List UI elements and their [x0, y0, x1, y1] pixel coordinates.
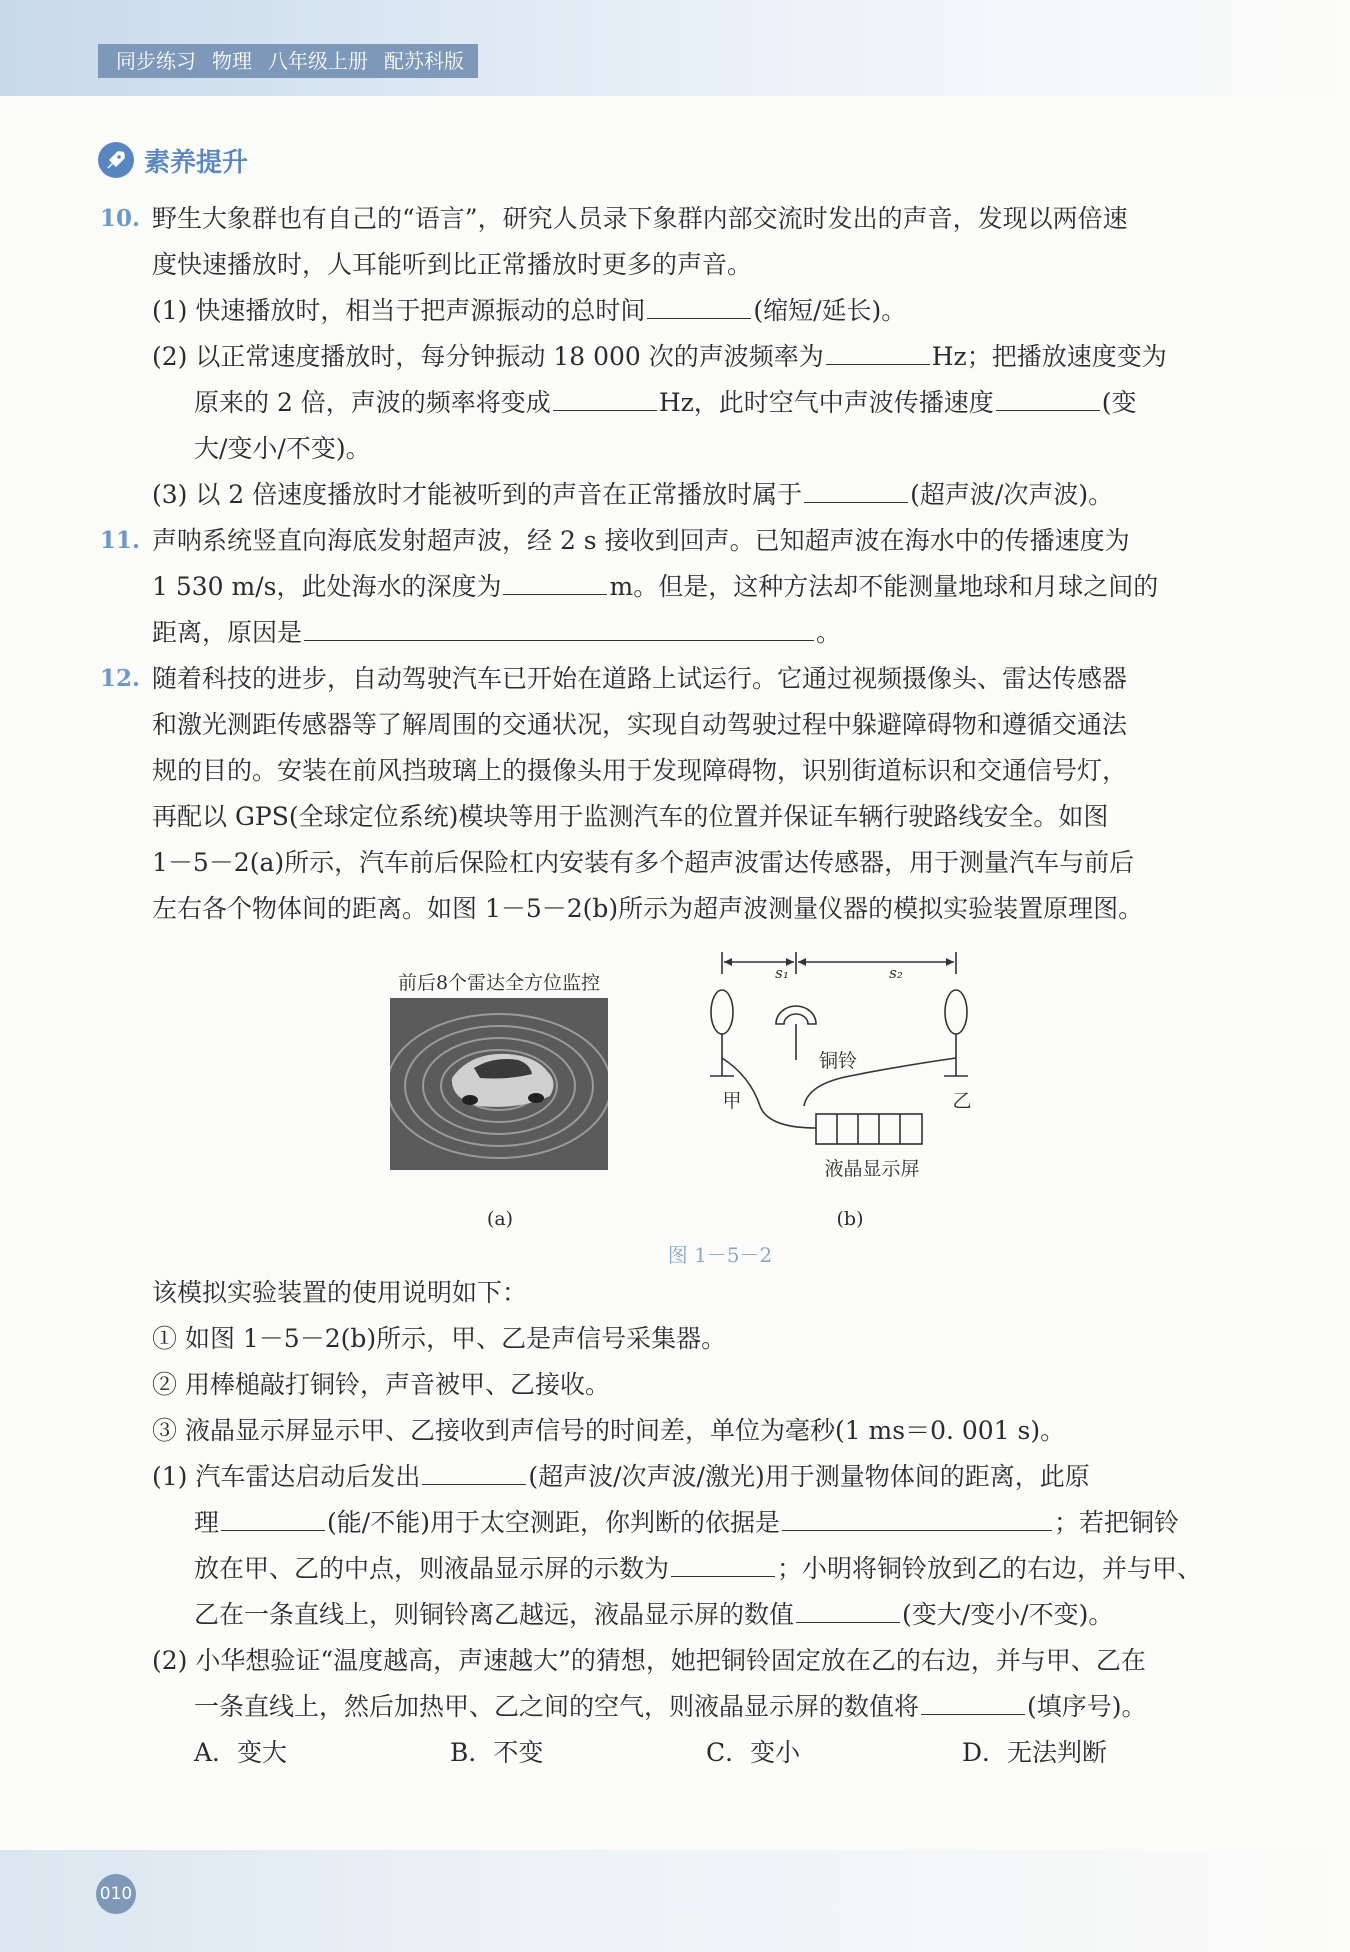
- q12-part2-text: (填序号)。: [1027, 1692, 1147, 1721]
- q10-part3-hint: (超声波/次声波)。: [910, 480, 1114, 509]
- option-b[interactable]: B．不变: [450, 1738, 544, 1767]
- q12-intro: 该模拟实验装置的使用说明如下：: [152, 1278, 528, 1307]
- q11-line3b: 。: [816, 618, 842, 647]
- q12-part1-text: 理: [194, 1508, 220, 1537]
- q10-part2-text-b: Hz；把播放速度变为: [931, 342, 1167, 371]
- q12-part1-text: ；小明将铜铃放到乙的右边，并与甲、: [777, 1554, 1203, 1583]
- q10-part3-text: (3) 以 2 倍速度播放时才能被听到的声音在正常播放时属于: [152, 480, 803, 509]
- q11-line3a: 距离，原因是: [152, 618, 303, 647]
- header-series: 同步练习: [116, 49, 196, 73]
- s1-label: s₁: [775, 964, 789, 982]
- q10-stem-line1: 野生大象群也有自己的“语言”，研究人员录下象群内部交流时发出的声音，发现以两倍速: [152, 204, 1128, 233]
- q12-part2: [100, 1638, 1222, 1730]
- question-10: [100, 196, 1222, 288]
- header-grade: 八年级上册: [268, 49, 368, 73]
- q12-line: 再配以 GPS(全球定位系统)模块等用于监测汽车的位置并保证车辆行驶路线安全。如图: [152, 802, 1109, 831]
- q12-part1-text: (能/不能)用于太空测距，你判断的依据是: [327, 1508, 780, 1537]
- bell-label: 铜铃: [818, 1050, 857, 1072]
- header-subject: 物理: [212, 49, 252, 73]
- header-edition: 配苏科版: [384, 49, 464, 73]
- option-c[interactable]: C．变小: [706, 1738, 801, 1767]
- q10-part1-hint: (缩短/延长)。: [753, 296, 907, 325]
- q12-step: ① 如图 1－5－2(b)所示，甲、乙是声信号采集器。: [152, 1324, 727, 1353]
- q10-part2-text-f: 大/变小/不变)。: [194, 434, 371, 463]
- answer-blank[interactable]: [996, 380, 1100, 411]
- answer-blank[interactable]: [826, 334, 930, 365]
- q12-line: 随着科技的进步，自动驾驶汽车已开始在道路上试运行。它通过视频摄像头、雷达传感器: [152, 664, 1128, 693]
- question-number: 10.: [100, 205, 141, 232]
- q12-line: 1－5－2(a)所示，汽车前后保险杠内安装有多个超声波雷达传感器，用于测量汽车与前后: [152, 848, 1135, 877]
- q12-step: ② 用棒槌敲打铜铃，声音被甲、乙接收。: [152, 1370, 610, 1399]
- q12-part1-text: (1) 汽车雷达启动后发出: [152, 1462, 421, 1491]
- book-header: [98, 44, 478, 78]
- option-a[interactable]: A．变大: [194, 1738, 288, 1767]
- figure-a-label: (a): [486, 1208, 514, 1230]
- page-content: [100, 196, 1222, 1776]
- footer-band: [0, 1850, 1350, 1952]
- answer-blank[interactable]: [304, 610, 814, 641]
- s2-label: s₂: [889, 964, 903, 982]
- q10-part2-text-d: Hz，此时空气中声波传播速度: [658, 388, 994, 417]
- question-12: [100, 656, 1222, 932]
- answer-blank[interactable]: [804, 472, 908, 503]
- figure-number: 图 1－5－2: [667, 1243, 773, 1267]
- q12-part1-text: ；若把铜铃: [1053, 1508, 1179, 1537]
- q10-part2-text-a: (2) 以正常速度播放时，每分钟振动 18 000 次的声波频率为: [152, 342, 824, 371]
- question-11: [100, 518, 1222, 656]
- radar-car-photo: [390, 998, 608, 1170]
- q10-part2-text-c: 原来的 2 倍，声波的频率将变成: [194, 388, 551, 417]
- q10-part1: [100, 288, 1222, 334]
- question-number: 11.: [100, 527, 141, 554]
- q11-line2a: 1 530 m/s，此处海水的深度为: [152, 572, 502, 601]
- answer-blank[interactable]: [671, 1546, 775, 1577]
- answer-blank[interactable]: [921, 1684, 1025, 1715]
- q10-stem-line2: 度快速播放时，人耳能听到比正常播放时更多的声音。: [152, 250, 753, 279]
- q10-part3: [100, 472, 1222, 518]
- rocket-icon: [98, 142, 134, 178]
- q12-part2-text: (2) 小华想验证“温度越高，声速越大”的猜想，她把铜铃固定放在乙的右边，并与甲、乙在: [152, 1646, 1146, 1675]
- question-number: 12.: [100, 665, 141, 692]
- answer-blank[interactable]: [796, 1592, 900, 1623]
- answer-blank[interactable]: [221, 1500, 325, 1531]
- yi-label: 乙: [952, 1090, 972, 1112]
- q12-part1-text: 乙在一条直线上，则铜铃离乙越远，液晶显示屏的数值: [194, 1600, 795, 1629]
- q10-part2-text-e: (变: [1101, 388, 1137, 417]
- q10-part2: [100, 334, 1222, 472]
- section-title: [98, 140, 248, 180]
- answer-blank[interactable]: [422, 1454, 526, 1485]
- q10-part1-text: (1) 快速播放时，相当于把声源振动的总时间: [152, 296, 646, 325]
- figure-1-5-2: [100, 946, 1222, 1267]
- q12-line: 左右各个物体间的距离。如图 1－5－2(b)所示为超声波测量仪器的模拟实验装置原理图。: [152, 894, 1144, 923]
- jia-label: 甲: [722, 1090, 742, 1112]
- q12-step: ③ 液晶显示屏显示甲、乙接收到声信号的时间差，单位为毫秒(1 ms＝0. 001 s)。: [152, 1416, 1066, 1445]
- q12-part1: [100, 1454, 1222, 1638]
- answer-blank[interactable]: [647, 288, 751, 319]
- q11-line2b: m。但是，这种方法却不能测量地球和月球之间的: [609, 572, 1159, 601]
- lcd-label: 液晶显示屏: [824, 1158, 920, 1180]
- q12-part1-text: 放在甲、乙的中点，则液晶显示屏的示数为: [194, 1554, 670, 1583]
- q12-part2-text: 一条直线上，然后加热甲、乙之间的空气，则液晶显示屏的数值将: [194, 1692, 920, 1721]
- figure-b-label: (b): [836, 1208, 864, 1230]
- q12-options: [100, 1730, 1222, 1776]
- q12-line: 规的目的。安装在前风挡玻璃上的摄像头用于发现障碍物，识别街道标识和交通信号灯，: [152, 756, 1128, 785]
- q12-part1-text: (超声波/次声波/激光)用于测量物体间的距离，此原: [528, 1462, 1090, 1491]
- section-title-text: 素养提升: [144, 147, 249, 178]
- q12-line: 和激光测距传感器等了解周围的交通状况，实现自动驾驶过程中躲避障碍物和遵循交通法: [152, 710, 1128, 739]
- q11-line1: 声呐系统竖直向海底发射超声波，经 2 s 接收到回声。已知超声波在海水中的传播速度为: [152, 526, 1130, 555]
- figure-a-caption: 前后8个雷达全方位监控: [397, 972, 601, 994]
- answer-blank[interactable]: [503, 564, 607, 595]
- answer-blank[interactable]: [553, 380, 657, 411]
- answer-blank[interactable]: [782, 1500, 1052, 1531]
- page-number: 010: [96, 1874, 136, 1914]
- q12-part1-text: (变大/变小/不变)。: [902, 1600, 1114, 1629]
- option-d[interactable]: D．无法判断: [962, 1738, 1108, 1767]
